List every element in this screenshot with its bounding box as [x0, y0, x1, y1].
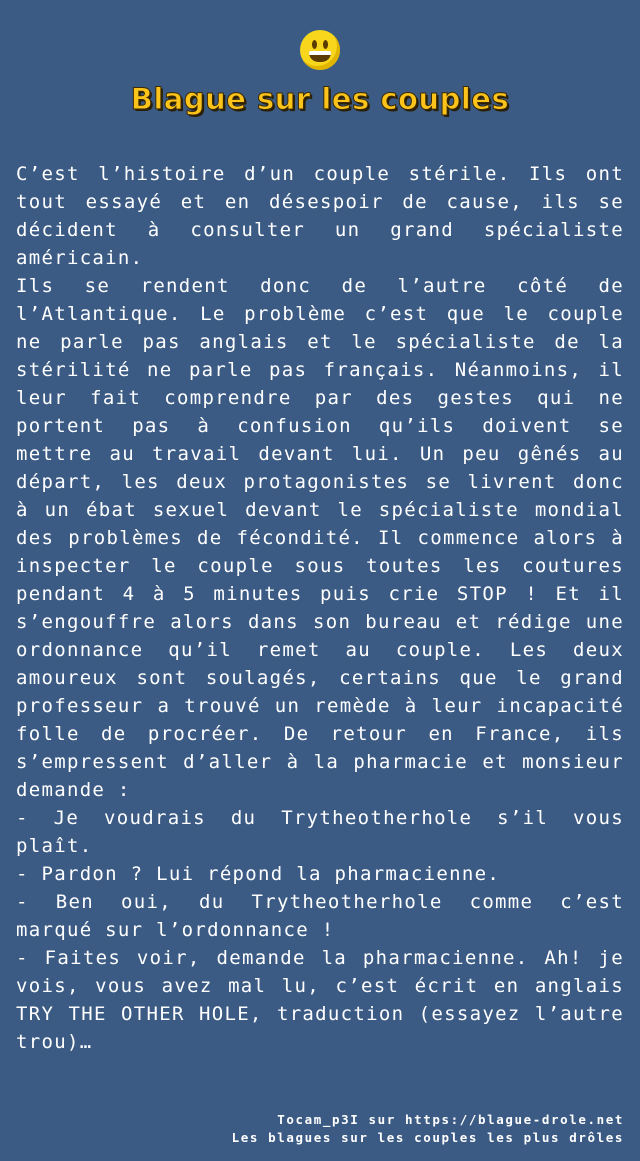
grinning-face-icon — [300, 30, 340, 70]
paragraph-5: - Ben oui, du Trytheotherhole comme c’est marqué sur l’ordonnance ! — [16, 891, 624, 941]
paragraph-3: - Je voudrais du Trytheotherhole s’il vous plaît. — [16, 807, 624, 857]
page-title: Blague sur les couples — [130, 82, 510, 116]
paragraph-6: - Faites voir, demande la pharmacienne. Ah! je vois, vous avez mal lu, c’est écrit en anglais TRY THE OTHER HOLE, traduction (essayez l’autre trou)… — [16, 947, 624, 1053]
footer-credit: Tocam_p3I sur https://blague-drole.net — [277, 1112, 624, 1127]
paragraph-2: Ils se rendent donc de l’autre côté de l’Atlantique. Le problème c’est que le couple ne parle pas anglais et le spécialiste de la stérilité ne parle pas français. Néanmoins, il leur fait comprendre par des gestes qui ne portent pas à confusion qu’ils doivent se mettre au travail devant lui. Un peu gênés au départ, les deux protagonistes se livrent donc à un ébat sexuel devant le spécialiste mondial des problèmes de fécondité. Il commence alors à inspecter le couple sous toutes les coutures pendant 4 à 5 minutes puis crie STOP ! Et il s’engouffre alors dans son bureau et rédige une ordonnance qu’il remet au couple. Les deux amoureux sont soulagés, certains que le grand professeur a trouvé un remède à leur incapacité folle de procréer. De retour en France, ils s’empressent d’aller à la pharmacie et monsieur demande : — [16, 275, 624, 801]
joke-text — [16, 160, 624, 1056]
footer-tagline: Les blagues sur les couples les plus drôles — [231, 1130, 624, 1145]
paragraph-4: - Pardon ? Lui répond la pharmacienne. — [16, 863, 501, 885]
paragraph-1: C’est l’histoire d’un couple stérile. Ils ont tout essayé et en désespoir de cause, ils se décident à consulter un grand spécialiste américain. — [16, 163, 624, 269]
header — [0, 30, 640, 116]
footer — [232, 1111, 624, 1147]
